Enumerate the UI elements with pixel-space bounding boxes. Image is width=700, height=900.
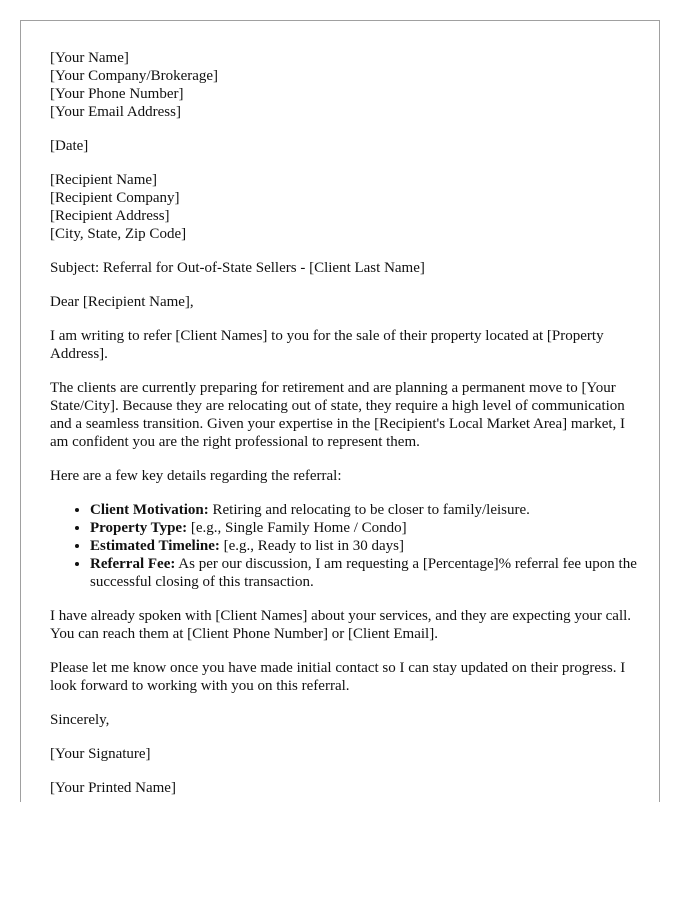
recipient-address: [Recipient Address] bbox=[50, 208, 170, 224]
detail-label: Estimated Timeline: bbox=[90, 538, 220, 554]
recipient-name: [Recipient Name] bbox=[50, 172, 158, 188]
sender-name: [Your Name] bbox=[50, 50, 129, 66]
sender-email: [Your Email Address] bbox=[50, 104, 181, 120]
list-item bbox=[90, 519, 640, 537]
detail-text: As per our discussion, I am requesting a [Percentage]% referral fee upon the successful closing of this transaction. bbox=[90, 556, 637, 590]
paragraph-closing: Please let me know once you have made initial contact so I can stay updated on their progress. I look forward to working with you on this referral. bbox=[50, 660, 626, 694]
list-item bbox=[90, 537, 640, 555]
paragraph-contact: I have already spoken with [Client Names] about your services, and they are expecting your call. You can reach them at [Client Phone Number] or [Client Email]. bbox=[50, 608, 632, 642]
list-item bbox=[90, 555, 640, 591]
recipient-block bbox=[50, 171, 640, 243]
date-block bbox=[50, 137, 640, 155]
sender-phone: [Your Phone Number] bbox=[50, 86, 184, 102]
referral-details-list bbox=[50, 501, 640, 591]
recipient-city-state-zip: [City, State, Zip Code] bbox=[50, 226, 187, 242]
signoff-printed-name: [Your Printed Name] bbox=[50, 780, 176, 796]
letter-date: [Date] bbox=[50, 138, 89, 154]
paragraph-details-intro: Here are a few key details regarding the referral: bbox=[50, 468, 342, 484]
subject-line: Subject: Referral for Out-of-State Sellers - [Client Last Name] bbox=[50, 260, 425, 276]
detail-label: Referral Fee: bbox=[90, 556, 176, 572]
signoff-signature: [Your Signature] bbox=[50, 746, 151, 762]
detail-label: Client Motivation: bbox=[90, 502, 209, 518]
detail-text: Retiring and relocating to be closer to family/leisure. bbox=[208, 502, 530, 518]
detail-label: Property Type: bbox=[90, 520, 188, 536]
letter-page bbox=[20, 20, 660, 802]
detail-text: [e.g., Ready to list in 30 days] bbox=[219, 538, 404, 554]
signoff-sincerely: Sincerely, bbox=[50, 712, 110, 728]
paragraph-context: The clients are currently preparing for retirement and are planning a permanent move to [Your State/City]. Because they are relocating out of state, they require a high level of communication and a seamless transition. Given your expertise in the [Recipient's Local Market Area] market, I am confident you are the right professional to represent them. bbox=[50, 380, 626, 450]
recipient-company: [Recipient Company] bbox=[50, 190, 180, 206]
sender-company: [Your Company/Brokerage] bbox=[50, 68, 219, 84]
paragraph-intro: I am writing to refer [Client Names] to you for the sale of their property located at [Property Address]. bbox=[50, 328, 604, 362]
list-item bbox=[90, 501, 640, 519]
salutation: Dear [Recipient Name], bbox=[50, 294, 194, 310]
detail-text: [e.g., Single Family Home / Condo] bbox=[187, 520, 407, 536]
sender-block bbox=[50, 49, 640, 121]
letter-body bbox=[50, 49, 640, 797]
